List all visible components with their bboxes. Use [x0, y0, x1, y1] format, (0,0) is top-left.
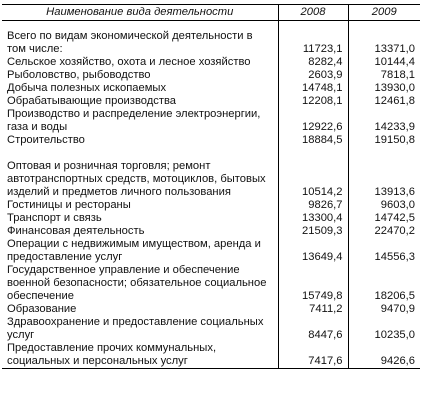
- row-value-2009: 22470,2: [348, 225, 420, 238]
- row-activity-name: Добыча полезных ископаемых: [7, 82, 167, 94]
- activity-table: [2, 4, 420, 369]
- table-row: [2, 303, 420, 316]
- row-value-2008: 8282,4: [278, 56, 348, 69]
- row-activity-name: Транспорт и связь: [7, 212, 102, 224]
- row-value-2008: 21509,3: [278, 225, 348, 238]
- row-value-2009: 13371,0: [348, 21, 420, 57]
- table-row: [2, 134, 420, 147]
- row-value-2009: 12461,8: [348, 95, 420, 108]
- row-value-2009: 10144,4: [348, 56, 420, 69]
- row-value-2009: 19150,8: [348, 134, 420, 147]
- table-row: [2, 212, 420, 225]
- row-value-2009: 13930,0: [348, 82, 420, 95]
- row-value-2008: 2603,9: [278, 69, 348, 82]
- header-row: [2, 5, 420, 21]
- row-activity-name: Производство и распределение электроэнергии, газа и воды: [7, 108, 261, 133]
- row-value-2008: 8447,6: [278, 316, 348, 342]
- row-value-2008: 15749,8: [278, 264, 348, 303]
- table-row: [2, 82, 420, 95]
- row-value-2009: 14556,3: [348, 238, 420, 264]
- row-value-2009: 14233,9: [348, 108, 420, 134]
- table-row: [2, 342, 420, 369]
- row-value-2009: 9603,0: [348, 199, 420, 212]
- row-value-2008: 13300,4: [278, 212, 348, 225]
- row-activity-name: Рыболовство, рыбоводство: [7, 69, 151, 81]
- row-value-2008: 9826,7: [278, 199, 348, 212]
- row-value-2008: 7417,6: [278, 342, 348, 369]
- table-row: [2, 264, 420, 303]
- row-value-2009: 10235,0: [348, 316, 420, 342]
- row-activity-name: Операции с недвижимым имуществом, аренда и предоставление услуг: [7, 238, 261, 263]
- table-row: [2, 108, 420, 134]
- row-activity-name: Гостиницы и рестораны: [7, 199, 131, 211]
- row-activity-name: Строительство: [7, 134, 85, 146]
- row-activity-name: Всего по видам экономической деятельности в том числе:: [7, 30, 253, 55]
- row-value-2008: 18884,5: [278, 134, 348, 147]
- header-activity-name: Наименование вида деятельности: [2, 5, 278, 21]
- row-activity-name: Образование: [7, 303, 77, 315]
- table-row: [2, 95, 420, 108]
- table-row: [2, 238, 420, 264]
- header-year-2008: 2008: [278, 5, 348, 21]
- table-row: [2, 316, 420, 342]
- table-row: [2, 147, 420, 199]
- row-value-2008: 12208,1: [278, 95, 348, 108]
- row-activity-name: Финансовая деятельность: [7, 225, 145, 237]
- row-activity-name: Предоставление прочих коммунальных, социальных и персональных услуг: [2, 342, 278, 369]
- table-row: [2, 56, 420, 69]
- row-value-2009: 14742,5: [348, 212, 420, 225]
- row-activity-name: Государственное управление и обеспечение военной безопасности; обязательное социальное обеспечение: [7, 264, 267, 302]
- row-value-2008: 11723,1: [278, 21, 348, 57]
- header-year-2009: 2009: [348, 5, 420, 21]
- row-value-2008: 7411,2: [278, 303, 348, 316]
- table-header: [2, 5, 420, 21]
- table-row: [2, 21, 420, 57]
- row-value-2008: 12922,6: [278, 108, 348, 134]
- activity-table-container: [2, 4, 420, 369]
- table-body: [2, 21, 420, 369]
- row-value-2009: 7818,1: [348, 69, 420, 82]
- row-activity-name: Обрабатывающие производства: [7, 95, 177, 107]
- table-row: [2, 69, 420, 82]
- row-value-2009: 13913,6: [348, 147, 420, 199]
- row-activity-name: Оптовая и розничная торговля; ремонт автотранспортных средств, мотоциклов, бытовых изделий и предметов личного пользования: [7, 160, 266, 198]
- row-value-2009: 9426,6: [348, 342, 420, 369]
- table-row: [2, 199, 420, 212]
- row-activity-name: Сельское хозяйство, охота и лесное хозяйство: [7, 56, 251, 68]
- row-value-2009: 9470,9: [348, 303, 420, 316]
- table-row: [2, 225, 420, 238]
- row-value-2008: 13649,4: [278, 238, 348, 264]
- row-value-2008: 10514,2: [278, 147, 348, 199]
- row-value-2009: 18206,5: [348, 264, 420, 303]
- row-value-2008: 14748,1: [278, 82, 348, 95]
- row-activity-name: Здравоохранение и предоставление социальных услуг: [7, 316, 264, 341]
